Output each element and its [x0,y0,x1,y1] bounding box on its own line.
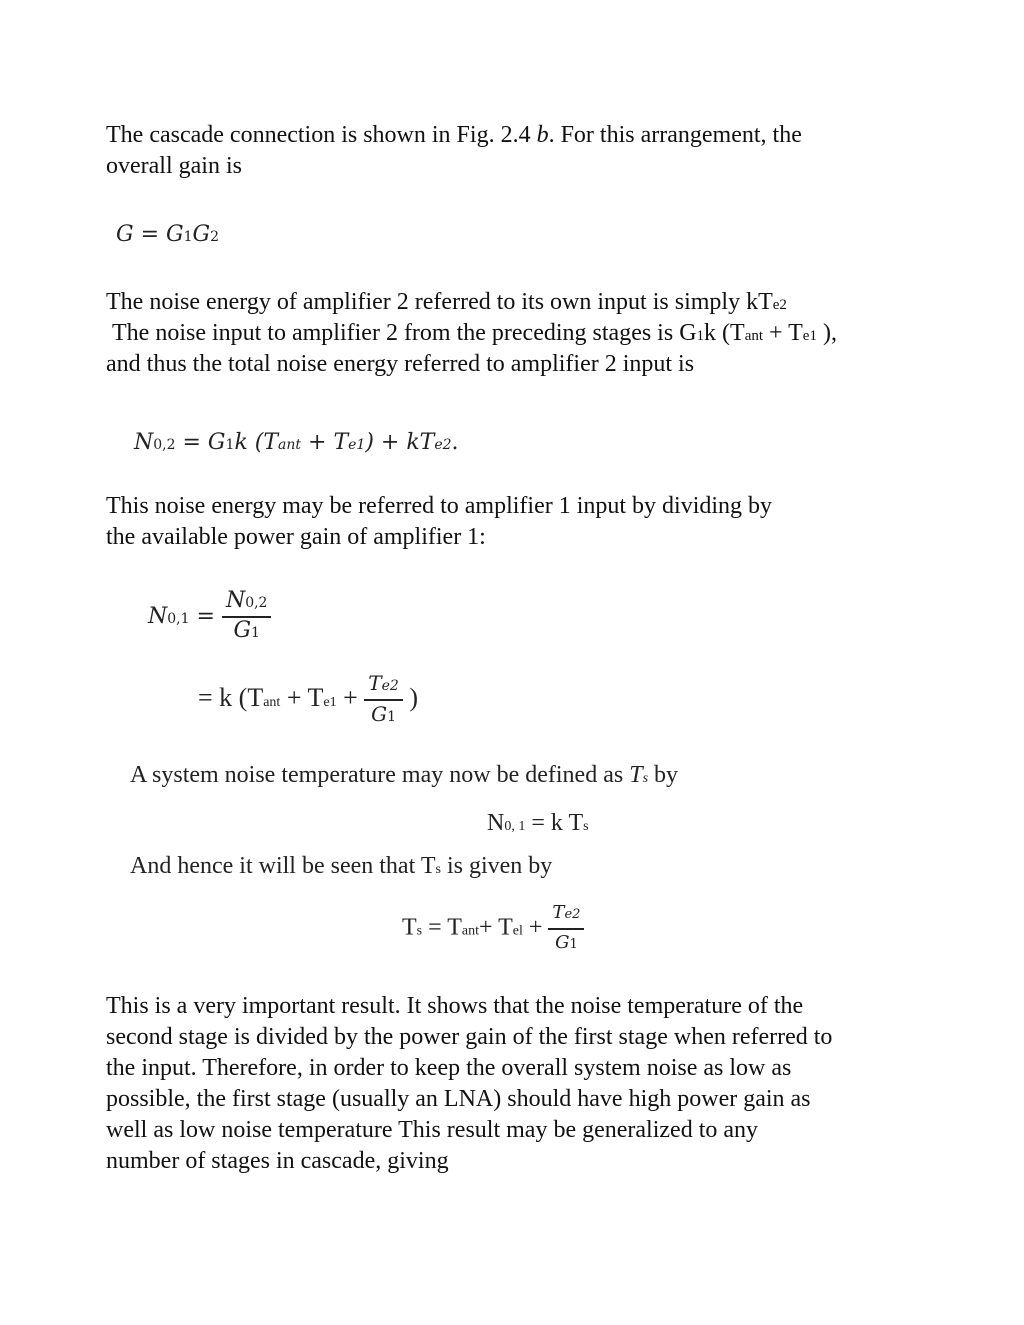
eq-symbol: N [134,430,154,455]
system-temp-line2 [130,853,552,880]
fraction [222,588,272,646]
eq-text: + T [280,682,324,712]
eq-sub: 1 [387,709,396,725]
eq-symbol: T [629,762,643,788]
eq-text: ) + kT [365,430,435,455]
eq-symbol: T [552,902,565,923]
eq-text: = k T [525,810,584,836]
para4-line6: number of stages in cascade, giving [106,1148,449,1174]
eq-text: + [336,682,358,712]
eq-sub: 0,1 [167,611,190,627]
sys-text: is given by [440,853,553,879]
para4-line4: possible, the first stage (usually an LNA) should have high power gain as [106,1086,811,1112]
eq-text: = G [175,430,226,455]
eq-sub: 1 [183,229,193,245]
equation-n02 [134,430,459,455]
equation-n01 [148,588,271,646]
para2-line1 [106,287,787,321]
system-temp-eq2 [402,900,584,958]
fraction-numerator [364,670,403,701]
para2-text: The noise energy of amplifier 2 referred to its own input is simply kT [106,289,773,315]
para4-line5: well as low noise temperature This result may be generalized to any [106,1117,759,1143]
fraction-numerator [548,900,584,930]
eq-equals: = [140,222,160,247]
subscript: ant [744,328,764,344]
para2-text: k (T [704,320,745,346]
para1-text: The cascade connection is shown in Fig. 2.4 [106,122,537,148]
eq-sub: 1 [225,437,235,453]
fraction-denominator [364,701,403,730]
eq-sub: s [435,862,441,877]
para1-text-end: . For this arrangement, the [548,122,802,148]
eq-sub: e2 [381,678,399,694]
eq-sub: e2 [564,907,581,922]
sys-text: And hence it will be seen that T [130,853,436,879]
equation-gain [116,222,219,247]
equation-n01-line2 [198,670,418,730]
fraction-numerator [222,588,272,618]
eq-sub: e2 [434,437,452,453]
subscript: e2 [772,297,787,313]
eq-sub: 1 [251,625,260,641]
para2-text: ), [816,320,837,346]
para2-text: + T [763,320,803,346]
eq-sub: e1 [348,437,366,453]
para2-line3: and thus the total noise energy referred to amplifier 2 input is [106,351,695,377]
para1-line2: overall gain is [106,153,242,179]
fig-ref: b [536,122,549,148]
eq-symbol: G [192,222,211,247]
system-temp-eq1 [487,810,589,837]
eq-text: + [522,914,543,941]
eq-sub: ant [461,923,479,939]
eq-text: = k (T [198,682,264,712]
eq-sub: s [416,923,423,939]
eq-sub: s [583,819,589,834]
sys-text: A system noise temperature may now be defined as [130,762,630,788]
fraction [548,900,584,958]
eq-sub: el [512,923,523,939]
eq-text: . [451,430,459,455]
eq-sub: ant [263,694,281,710]
subscript: e1 [802,328,817,344]
fraction-denominator [548,930,584,958]
para2-text: The noise input to amplifier 2 from the preceding stages is G [112,320,697,346]
para4-line2: second stage is divided by the power gain of the first stage when referred to [106,1024,833,1050]
eq-symbol: G [116,222,134,247]
eq-sub: 2 [210,229,220,245]
eq-symbol: G [555,932,570,953]
fraction-denominator [222,618,272,646]
eq-symbol: G [233,618,252,643]
para3-line1: This noise energy may be referred to amplifier 1 input by dividing by [106,493,773,519]
eq-text: T [402,914,417,941]
eq-equals: = [196,604,215,629]
eq-text: = T [422,914,462,941]
eq-text: + T [301,430,349,455]
eq-sub: 0,2 [245,595,268,611]
para3-line2: the available power gain of amplifier 1: [106,524,486,550]
eq-text: + T [479,914,513,941]
para1-line1 [106,120,802,151]
eq-text: N [487,810,505,836]
fraction [364,670,403,730]
para4-line3: the input. Therefore, in order to keep the overall system noise as low as [106,1055,792,1081]
eq-sub: ant [278,437,302,453]
eq-text: k (T [234,430,279,455]
eq-sub: e1 [323,694,337,710]
system-temp-line1 [130,762,678,789]
eq-text: ) [409,682,418,712]
eq-sub: 1 [569,937,578,952]
eq-symbol: G [371,702,388,726]
para4-line1: This is a very important result. It shows that the noise temperature of the [106,993,804,1019]
eq-sub: 0,2 [153,437,176,453]
eq-symbol: N [225,588,246,613]
eq-sub: 0, 1 [504,819,526,834]
eq-sub: s [642,771,649,786]
eq-symbol: G [166,222,184,247]
subscript: 1 [696,328,705,344]
eq-symbol: N [148,604,168,629]
sys-text: by [648,762,679,788]
eq-symbol: T [368,671,382,695]
para2-line2 [112,318,837,352]
